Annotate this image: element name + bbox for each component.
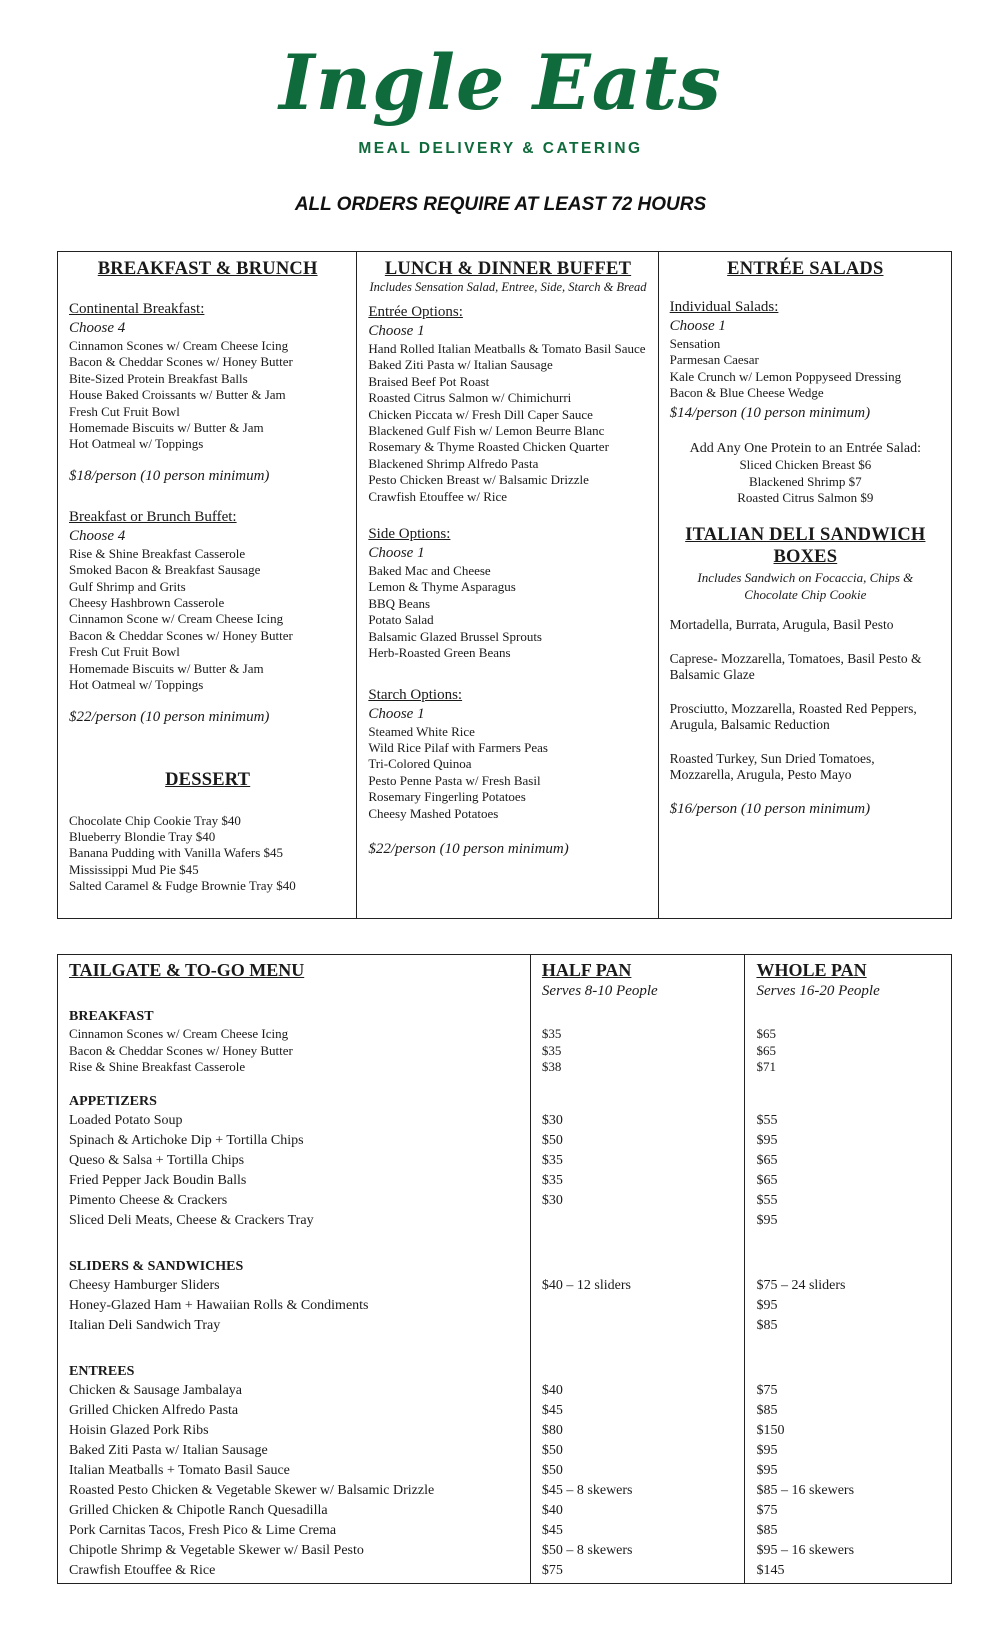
whole-pan-price: $75 – 24 sliders [756,1277,846,1293]
tailgate-item: Chicken & Sausage Jambalaya [69,1382,243,1398]
tailgate-item: Chipotle Shrimp & Vegetable Skewer w/ Basil Pesto [69,1542,364,1558]
whole-pan-price: $95 [756,1132,778,1148]
tailgate-items-column [58,955,530,1583]
buffet-item: Cheesy Hashbrown Casserole [69,595,225,611]
buffet-item: Bacon & Cheddar Scones w/ Honey Butter [69,627,293,643]
whole-pan-price: $95 – 16 skewers [756,1542,855,1558]
half-pan-empty [542,1211,735,1231]
half-pan-price: $45 [541,1522,563,1538]
lunch-note: Includes Sensation Salad, Entree, Side, Starch & Bread [369,280,647,294]
entree-title: Entrée Options: [368,304,463,320]
half-pan-empty [542,1296,735,1316]
continental-title: Continental Breakfast: [69,301,205,317]
half-pan-price: $35 [541,1152,563,1168]
whole-pan-price: $75 [756,1382,778,1398]
buffet-choose: Choose 4 [69,527,126,544]
continental-price: $18/person (10 person minimum) [69,467,270,484]
dessert-item: Blueberry Blondie Tray $40 [69,828,216,844]
whole-pan-price: $145 [756,1562,785,1578]
dessert-heading: DESSERT [165,769,251,790]
brand-logo: Ingle Eats [279,38,722,127]
whole-pan-price: $95 [756,1297,778,1313]
half-pan-price: $45 – 8 skewers [541,1482,633,1498]
entree-item: Roasted Citrus Salmon w/ Chimichurri [368,390,572,406]
tailgate-item: Spinach & Artichoke Dip + Tortilla Chips [69,1132,304,1148]
brand-tagline: MEAL DELIVERY & CATERING [358,140,643,157]
half-pan-price: $35 [541,1026,562,1041]
tailgate-item: Hoisin Glazed Pork Ribs [69,1422,209,1438]
whole-pan-price: $65 [756,1172,778,1188]
category-spacer [756,1362,941,1381]
half-pan-price: $75 [541,1562,563,1578]
catering-menu-box [57,251,952,919]
tailgate-item: Italian Meatballs + Tomato Basil Sauce [69,1462,290,1478]
whole-pan-price: $95 [756,1442,778,1458]
salad-item: Parmesan Caesar [669,352,759,368]
whole-pan-price: $95 [756,1212,778,1228]
half-pan-price: $40 – 12 sliders [541,1277,631,1293]
side-item: Lemon & Thyme Asparagus [368,579,516,595]
entree-item: Braised Beef Pot Roast [368,373,490,389]
buffet-item: Smoked Bacon & Breakfast Sausage [69,562,261,578]
continental-item: House Baked Croissants w/ Butter & Jam [69,387,286,403]
whole-pan-price: $65 [756,1152,778,1168]
tailgate-item: Honey-Glazed Ham + Hawaiian Rolls & Condiments [69,1297,369,1313]
whole-pan-price: $95 [756,1462,778,1478]
tailgate-item: Queso & Salsa + Tortilla Chips [69,1152,245,1168]
category-spacer [542,1257,735,1276]
side-choose: Choose 1 [368,545,425,562]
tailgate-sub-spacer [69,981,520,1001]
buffet-item: Cinnamon Scone w/ Cream Cheese Icing [69,611,284,627]
tailgate-category-appetizers: APPETIZERS [69,1093,157,1109]
entree-item: Rosemary & Thyme Roasted Chicken Quarter [368,439,609,455]
salads-choose: Choose 1 [669,318,726,334]
half-pan-price: $50 – 8 skewers [541,1542,633,1558]
half-pan-serves: Serves 8-10 People [541,983,658,999]
half-pan-column [530,955,745,1583]
half-pan-price: $38 [541,1059,562,1074]
buffet-item: Fresh Cut Fruit Bowl [69,644,180,660]
buffet-price: $22/person (10 person minimum) [69,708,270,725]
salads-price: $14/person (10 person minimum) [669,404,871,421]
tailgate-item: Bacon & Cheddar Scones w/ Honey Butter [69,1042,293,1058]
category-spacer [542,1362,735,1381]
deli-list [670,617,941,784]
half-pan-price: $30 [541,1192,563,1208]
dessert-item: Banana Pudding with Vanilla Wafers $45 [69,845,284,861]
tailgate-item: Grilled Chicken & Chipotle Ranch Quesadilla [69,1502,328,1518]
tailgate-item: Grilled Chicken Alfredo Pasta [69,1402,239,1418]
order-notice: ALL ORDERS REQUIRE AT LEAST 72 HOURS [294,194,707,215]
protein-item: Roasted Citrus Salmon $9 [737,489,874,505]
salads-column [658,252,951,918]
deli-heading-line2: BOXES [773,547,838,568]
side-item: BBQ Beans [368,595,431,611]
entree-item: Chicken Piccata w/ Fresh Dill Caper Sauce [368,406,593,422]
tailgate-item: Loaded Potato Soup [69,1112,183,1128]
tailgate-item: Cheesy Hamburger Sliders [69,1277,220,1293]
whole-pan-prices [756,1007,941,1581]
protein-item: Blackened Shrimp $7 [749,473,862,489]
starch-title: Starch Options: [368,686,463,703]
buffet-list [69,546,346,694]
starch-choose: Choose 1 [368,705,425,722]
buffet-item: Homemade Biscuits w/ Butter & Jam [69,660,264,676]
side-item: Baked Mac and Cheese [368,563,491,579]
starch-item: Rosemary Fingerling Potatoes [368,789,526,805]
continental-item: Fresh Cut Fruit Bowl [69,403,180,419]
protein-title: Add Any One Protein to an Entrée Salad: [689,440,921,456]
side-title: Side Options: [368,526,451,543]
tailgate-heading: TAILGATE & TO-GO MENU [69,960,305,980]
starch-item: Steamed White Rice [368,723,475,739]
deli-item: Mortadella, Burrata, Arugula, Basil Pesto [669,617,894,633]
category-spacer [542,1092,735,1111]
whole-pan-price: $85 – 16 skewers [756,1482,855,1498]
whole-pan-price: $85 [756,1317,778,1333]
salad-item: Bacon & Blue Cheese Wedge [669,385,824,401]
deli-heading-line1: ITALIAN DELI SANDWICH [685,525,926,546]
entree-item: Hand Rolled Italian Meatballs & Tomato Basil Sauce [368,341,646,356]
tailgate-menu-box [57,954,952,1584]
whole-pan-price: $85 [756,1522,778,1538]
whole-pan-price: $150 [756,1422,785,1438]
half-pan-price: $40 [541,1382,563,1398]
deli-note: Includes Sandwich on Focaccia, Chips & Chocolate Chip Cookie [697,570,914,602]
starch-item: Wild Rice Pilaf with Farmers Peas [368,739,548,755]
buffet-title: Breakfast or Brunch Buffet: [69,508,237,525]
half-pan-price: $30 [541,1112,563,1128]
tailgate-item: Pimento Cheese & Crackers [69,1192,228,1208]
dessert-list [69,813,346,895]
tailgate-item: Baked Ziti Pasta w/ Italian Sausage [69,1442,268,1458]
side-item: Balsamic Glazed Brussel Sprouts [368,628,542,644]
entree-item: Blackened Shrimp Alfredo Pasta [368,455,539,471]
tailgate-item: Fried Pepper Jack Boudin Balls [69,1172,247,1188]
starch-item: Tri-Colored Quinoa [368,756,472,772]
half-pan-empty [542,1316,735,1336]
tailgate-item-list [69,1007,520,1581]
starch-item: Pesto Penne Pasta w/ Fresh Basil [368,772,541,788]
half-pan-price: $45 [541,1402,563,1418]
deli-item: Caprese- Mozzarella, Tomatoes, Basil Pesto & Balsamic Glaze [669,650,922,683]
continental-list [69,338,346,453]
breakfast-heading: BREAKFAST & BRUNCH [97,259,318,279]
whole-pan-price: $65 [756,1026,776,1041]
whole-pan-heading: WHOLE PAN [756,960,867,980]
tailgate-category-entrees: ENTREES [69,1363,135,1379]
starch-item: Cheesy Mashed Potatoes [368,805,499,821]
dessert-item: Mississippi Mud Pie $45 [69,861,199,877]
tailgate-category-sliders-sandwiches: SLIDERS & SANDWICHES [69,1258,244,1274]
continental-item: Hot Oatmeal w/ Toppings [69,436,204,452]
half-pan-price: $35 [541,1042,562,1058]
entree-item: Crawfish Etouffee w/ Rice [368,488,508,504]
half-pan-heading: HALF PAN [541,960,632,980]
breakfast-column [58,252,356,918]
category-spacer [756,1257,941,1276]
half-pan-price: $50 [541,1442,563,1458]
tailgate-item: Italian Deli Sandwich Tray [69,1317,221,1333]
lunch-column [356,252,657,918]
tailgate-item: Sliced Deli Meats, Cheese & Crackers Tray [69,1212,314,1228]
salads-list [670,336,941,402]
tailgate-item: Cinnamon Scones w/ Cream Cheese Icing [69,1026,289,1041]
half-pan-price: $50 [541,1462,563,1478]
buffet-item: Rise & Shine Breakfast Casserole [69,545,246,561]
salad-item: Sensation [669,336,721,351]
side-item: Potato Salad [368,612,434,628]
buffet-item: Gulf Shrimp and Grits [69,578,186,594]
whole-pan-serves: Serves 16-20 People [756,983,880,999]
entree-choose: Choose 1 [368,323,425,339]
dessert-item: Salted Caramel & Fudge Brownie Tray $40 [69,878,296,894]
whole-pan-price: $55 [756,1192,778,1208]
deli-item: Prosciutto, Mozzarella, Roasted Red Peppers, Arugula, Balsamic Reduction [669,700,917,733]
half-pan-price: $80 [541,1422,563,1438]
continental-item: Cinnamon Scones w/ Cream Cheese Icing [69,338,289,353]
half-pan-price: $40 [541,1502,563,1518]
half-pan-prices [542,1007,735,1581]
category-spacer [756,1092,941,1111]
category-spacer [756,1007,941,1026]
continental-choose: Choose 4 [69,320,126,336]
protein-item: Sliced Chicken Breast $6 [739,457,872,473]
dessert-item: Chocolate Chip Cookie Tray $40 [69,812,241,828]
tailgate-item: Pork Carnitas Tacos, Fresh Pico & Lime Crema [69,1522,337,1538]
tailgate-item: Crawfish Etouffee & Rice [69,1562,216,1578]
whole-pan-price: $55 [756,1112,778,1128]
deli-price: $16/person (10 person minimum) [669,800,871,817]
entree-item: Pesto Chicken Breast w/ Balsamic Drizzle [368,472,589,488]
half-pan-price: $50 [541,1132,563,1148]
continental-item: Homemade Biscuits w/ Butter & Jam [69,420,264,436]
entree-item: Baked Ziti Pasta w/ Italian Sausage [368,357,553,373]
tailgate-item: Roasted Pesto Chicken & Vegetable Skewer w/ Balsamic Drizzle [69,1482,435,1498]
entree-item: Blackened Gulf Fish w/ Lemon Beurre Blanc [368,423,605,439]
lunch-price: $22/person (10 person minimum) [368,840,569,857]
buffet-item: Hot Oatmeal w/ Toppings [69,677,204,693]
whole-pan-price: $71 [756,1059,776,1074]
side-list [368,563,647,661]
salads-title: Individual Salads: [669,299,779,315]
side-item: Herb-Roasted Green Beans [368,645,511,661]
lunch-heading: LUNCH & DINNER BUFFET [384,259,632,279]
whole-pan-price: $65 [756,1042,776,1058]
protein-list [670,457,941,506]
whole-pan-price: $75 [756,1502,778,1518]
whole-pan-column [744,955,951,1583]
category-spacer [542,1007,735,1026]
half-pan-price: $35 [541,1172,563,1188]
starch-list [368,724,647,822]
continental-item: Bite-Sized Protein Breakfast Balls [69,370,248,386]
continental-item: Bacon & Cheddar Scones w/ Honey Butter [69,354,293,370]
deli-item: Roasted Turkey, Sun Dried Tomatoes, Mozzarella, Arugula, Pesto Mayo [669,750,875,783]
salads-heading: ENTRÉE SALADS [727,259,884,279]
entree-list [368,341,647,505]
tailgate-item: Rise & Shine Breakfast Casserole [69,1059,246,1074]
whole-pan-price: $85 [756,1402,778,1418]
tailgate-category-breakfast: BREAKFAST [69,1009,154,1024]
salad-item: Kale Crunch w/ Lemon Poppyseed Dressing [669,368,902,384]
